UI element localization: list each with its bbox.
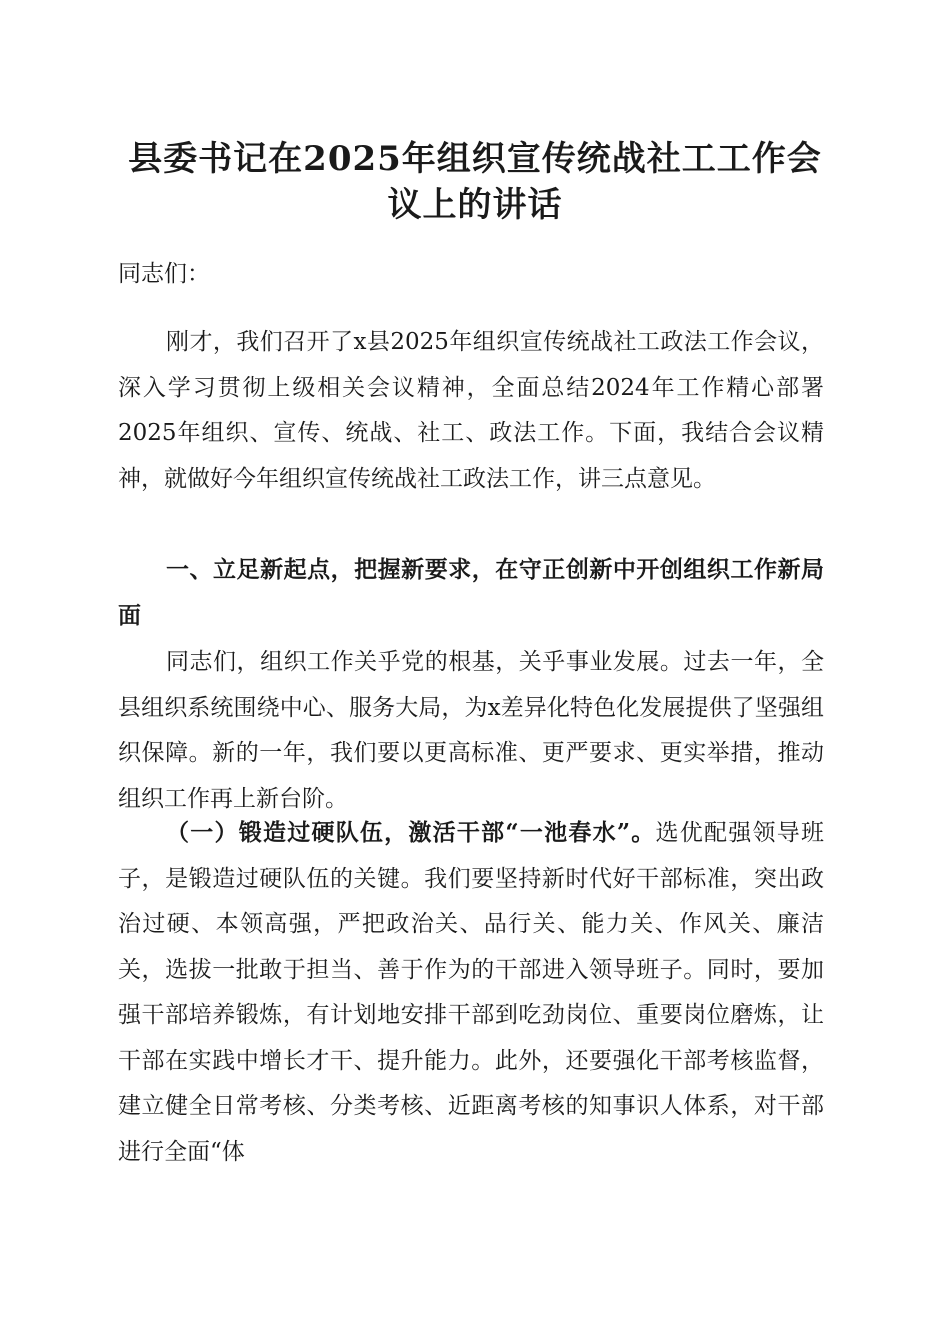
document-title: 县委书记在2025年组织宣传统战社工工作会议上的讲话 (128, 139, 822, 225)
greeting: 同志们： (118, 261, 210, 287)
subheading-1: （一）锻造过硬队伍，激活干部“一池春水”。 (166, 819, 656, 846)
subsection-1-text: 选优配强领导班子，是锻造过硬队伍的关键。我们要坚持新时代好干部标准，突出政治过硬、本领高强，严把政治关、品行关、能力关、作风关、廉洁关，选拔一批敢于担当、善于作为的干部进入领导班子。同时，要加强干部培养锻炼，有计划地安排干部到吃劲岗位、重要岗位磨炼，让干部在实践中增长才干、提升能力。此外，还要强化干部考核监督，建立健全日常考核、分类考核、近距离考核的知事识人体系，对干部进行全面“体 (118, 820, 824, 1165)
paragraph-subsection-1 (118, 810, 824, 1175)
section-heading-1: 一、立足新起点，把握新要求，在守正创新中开创组织工作新局面 (118, 557, 824, 629)
paragraph-intro: 刚才，我们召开了x县2025年组织宣传统战社工政法工作会议，深入学习贯彻上级相关会议精神，全面总结2024年工作精心部署2025年组织、宣传、统战、社工、政法工作。下面，我结合会议精神，就做好今年组织宣传统战社工政法工作，讲三点意见。 (118, 329, 824, 492)
paragraph-section-1: 同志们，组织工作关乎党的根基，关乎事业发展。过去一年，全县组织系统围绕中心、服务大局，为x差异化特色化发展提供了坚强组织保障。新的一年，我们要以更高标准、更严要求、更实举措，推动组织工作再上新台阶。 (118, 649, 824, 812)
